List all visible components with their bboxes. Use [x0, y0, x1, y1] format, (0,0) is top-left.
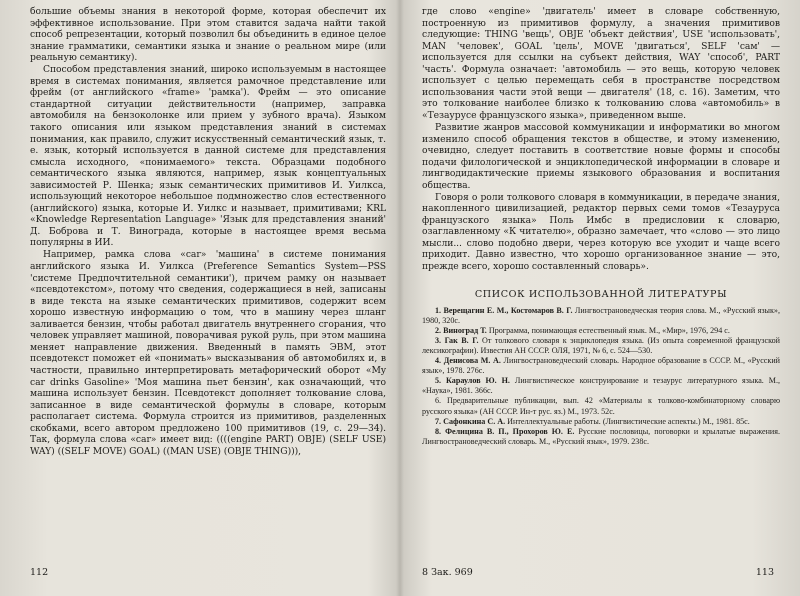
- paragraph: Развитие жанров массовой коммуникации и информатики во многом изменило способ обращения текстов в обществе, и этому изменению, очевидно, следует поставить в соответствие новые формы и способы подачи филологической и энциклопедической информации в словаре и лингводидактические приемы языкового образования и воспитания общества.: [422, 121, 780, 191]
- bibliography-entry: [422, 396, 780, 416]
- bibliography-details: Лингвострановедческий словарь. Народное образование в СССР. М., «Русский язык», 1978. 276с.: [422, 356, 780, 376]
- bibliography-author: 2. Виноград Т.: [435, 325, 487, 335]
- bibliography-list: [422, 306, 780, 447]
- bibliography-details: Лингвострановедческая теория слова. М., «Русский язык», 1980, 320с.: [422, 305, 780, 325]
- bibliography-details: Русские пословицы, поговорки и крылатые выражения. Лингвострановедческий словарь. М., «Русский язык», 1979. 238с.: [422, 426, 780, 446]
- bibliography-entry: [422, 427, 780, 447]
- bibliography-entry: [422, 306, 780, 326]
- bibliography-details: Лингвистическое конструирование и тезаурус литературного языка. М., «Наука», 1981. 366с.: [422, 376, 780, 396]
- bibliography-details: Программа, понимающая естественный язык. М., «Мир», 1976, 294 с.: [486, 325, 730, 335]
- right-page-text: [422, 6, 780, 273]
- paragraph: Способом представления знаний, широко используемым в настоящее время в системах понимания, является рамочное представление или фрейм (от английского «frame» 'рамка'). Фрейм — это описание стандартной ситуации действительности (например, заправка автомобиля на бензоколонке или прием у зубного врача). Языком такого описания или языком представления знаний в системах понимания, как правило, служит искусственный семантический язык, т. е. язык, который используется в данной системе для представления смысла исходного, «понимаемого» текста. Образцами подобного семантического языка являются, например, язык концептуальных зависимостей Р. Шенка; язык семантических примитивов И. Уилкса, использующий некоторое небольшое подмножество слов естественного (английского) языка, которые И. Уилкс и называет, примитивами; KRL «Knowledge Representation Language» 'Язык для представления знаний' Д. Боброва и Т. Винограда, которые в настоящее время весьма популярны в ИИ.: [30, 64, 386, 249]
- printer-signature: 8 Зак. 969: [422, 567, 473, 578]
- left-page-text: [30, 6, 386, 457]
- bibliography-details: 6. Предварительные публикации, вып. 42 «Материалы к толково-комбинаторному словарю русского языка» (АН СССР. Ин-т рус. яз.) М., 1973. 52с.: [422, 396, 780, 416]
- bibliography-author: 4. Денисова М. А.: [435, 356, 501, 366]
- right-page: [400, 0, 800, 596]
- bibliography-author: 5. Караулов Ю. Н.: [435, 376, 510, 386]
- bibliography-entry: [422, 326, 780, 336]
- bibliography-title: СПИСОК ИСПОЛЬЗОВАННОЙ ЛИТЕРАТУРЫ: [474, 288, 728, 300]
- paragraph: Говоря о роли толкового словаря в коммуникации, в передаче знания, накопленного цивилизацией, редактор первых семи томов «Тезауруса французского языка» Поль Имбс в предисловии к словарю, озаглавленному «К читателю», образно замечает, что «слово — это лицо мысли... слово подобно двери, через которую все уходит и чаще всего приходит. Давно известно, что хорошо организованное знание — это, прежде всего, хорошо составленный словарь».: [422, 191, 780, 273]
- bibliography-author: 1. Верещагин Е. М., Костомаров В. Г.: [435, 305, 573, 315]
- bibliography-author: 7. Сафонкина С. А.: [435, 416, 506, 426]
- page-number: 113: [755, 567, 774, 578]
- paragraph: большие объемы знания в некоторой форме, которая обеспечит их эффективное использование. При этом ставится задача найти такой способ репрезентации, который позволил бы объединить в единое целое знание грамматики, семантики языка и знание о реальном мире (или реальную семантику).: [30, 6, 386, 64]
- bibliography-entry: [422, 336, 780, 356]
- bibliography-details: От толкового словаря к энциклопедия языка. (Из опыта современной французской лексикографии). Известия АН СССР. ОЛЯ, 1971, № 6, с. 524—530.: [422, 335, 780, 355]
- bibliography-entry: [422, 356, 780, 376]
- bibliography-entry: [422, 417, 780, 427]
- page-number: 112: [30, 567, 49, 578]
- bibliography-author: 8. Фелицина В. П., Прохоров Ю. Е.: [435, 426, 575, 436]
- paragraph: где слово «engine» 'двигатель' имеет в словаре собственную, построенную из примитивов формулу, а значения примитивов следующие: THING 'вещь', OBJE 'объект действия', USE 'использовать', MAN 'человек', GOAL 'цель', MOVE 'двигаться', SELF 'сам' — используется для ссылки на субъект действия, WAY 'способ', PART 'часть'. Формула означает: 'автомобиль — это вещь, которую человек использует с целью перемещать себя в пространстве посредством использования части этой вещи — двигателя' (18, с. 16). Заметим, что это толкование наиболее близко к толкованию слова «автомобиль» в «Тезаурусе французского языка», приведенном выше.: [422, 6, 780, 121]
- bibliography-author: 3. Гак В. Г.: [435, 335, 479, 345]
- paragraph: Например, рамка слова «car» 'машина' в системе понимания английского языка И. Уилкса (Preference Semantics System—PSS 'системе Предпочтительной семантики'), причем рамку он называет «псевдотекстом», потому что сведения, содержащиеся в ней, записаны в виде текста на языке семантических примитивов, содержит всем хорошо известную информацию о том, что в машину через шланг заливается бензин, чтобы работал двигатель внутреннего сгорания, что человек управляет машиной, поворачивая рукой руль, при этом машина меняет направление движения. Введенный в память ЭВМ, этот псевдотекст поможет ей «понимать» высказывания об автомобилях и, в частности, правильно интерпретировать метафорический оборот «My car drinks Gasoline» 'Моя машина пьет бензин', как означающий, что машина использует бензин. Псевдотекст дополняет толкование слова, записанное в виде семантической формулы в словаре, которым располагает система. Формула строится из примитивов, разделенных скобками, всего автором предложено 100 примитивов (19, с. 29—34). Так, формула слова «car» имеет вид: ((((engine PART) OBJE) (SELF USE) WAY) ((SELF MOVE) GOAL) ((MAN USE) (OBJE THING))),: [30, 249, 386, 457]
- bibliography-entry: [422, 376, 780, 396]
- bibliography-details: Интеллектуальные работы. (Лингвистические аспекты.) М., 1981. 85с.: [505, 416, 750, 426]
